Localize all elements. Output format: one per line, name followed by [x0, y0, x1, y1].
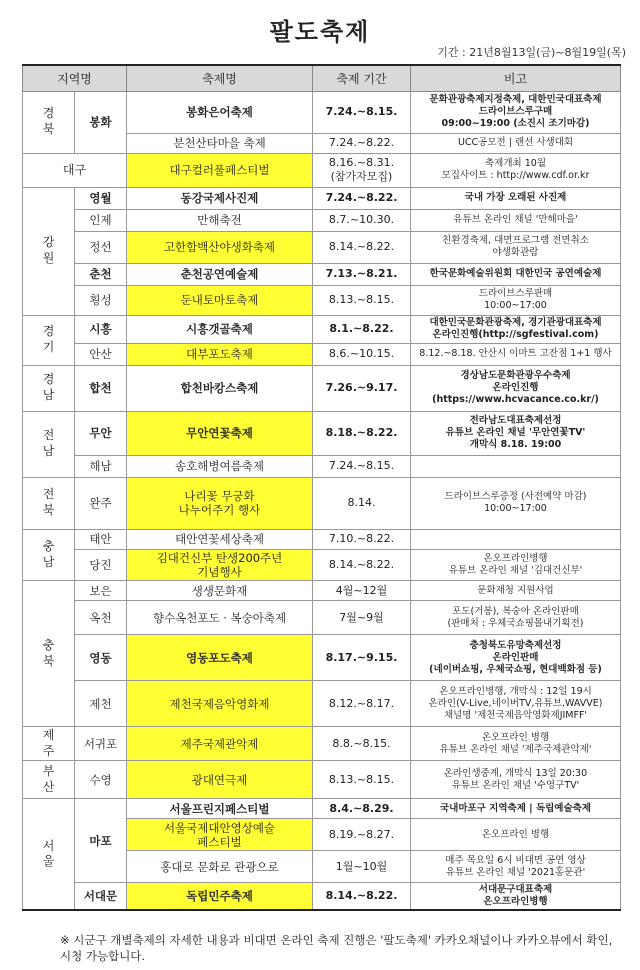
festival-name-cell: 봉화은어축제 — [127, 91, 313, 133]
festival-name-cell: 춘천공연예술제 — [127, 263, 313, 285]
festival-note-cell: 온오프라인 병행 유튜브 온라인 채널 '제주국제관악제' — [411, 727, 621, 761]
festival-date-cell: 7.24.~8.15. — [313, 91, 411, 133]
festival-note-cell: 온오프라인병행, 개막식 : 12일 19시 온라인(V-Live,네이버TV,유튜브,WAVVE) 채널명 '제천국제음악영화제JIMFF' — [411, 681, 621, 727]
festival-date-cell: 8.8.~8.15. — [313, 727, 411, 761]
region-cell: 서 울 — [23, 799, 75, 910]
festival-date-cell: 7월~9월 — [313, 601, 411, 635]
table-row — [23, 727, 621, 761]
festival-name-cell: 서울국제대안영상예술 페스티벌 — [127, 819, 313, 851]
city-cell: 보은 — [75, 581, 127, 601]
festival-date-cell: 8.17.~9.15. — [313, 635, 411, 681]
festival-name-cell: 광대연극제 — [127, 761, 313, 799]
region-cell: 전 남 — [23, 411, 75, 477]
city-cell: 영월 — [75, 187, 127, 209]
city-cell: 횡성 — [75, 285, 127, 315]
city-cell: 무안 — [75, 411, 127, 455]
region-cell: 대구 — [23, 153, 127, 187]
festival-name-cell: 생생문화재 — [127, 581, 313, 601]
festival-note-cell: 국내마포구 지역축제 | 독립예술축제 — [411, 799, 621, 819]
table-row — [23, 883, 621, 910]
festival-name-cell: 무안연꽃축제 — [127, 411, 313, 455]
festival-name-cell: 김대건신부 탄생200주년 기념행사 — [127, 549, 313, 581]
festival-name-cell: 제주국제관악제 — [127, 727, 313, 761]
festival-note-cell: 한국문화예술위원회 대한민국 공연예술제 — [411, 263, 621, 285]
city-cell: 옥천 — [75, 601, 127, 635]
festival-date-cell: 7.24.~8.15. — [313, 455, 411, 477]
header-date: 축제 기간 — [313, 65, 411, 91]
table-row — [23, 231, 621, 263]
city-cell: 안산 — [75, 343, 127, 365]
festival-date-cell: 1월~10월 — [313, 851, 411, 883]
city-cell: 춘천 — [75, 263, 127, 285]
festival-date-cell: 8.16.~8.31. (참가자모집) — [313, 153, 411, 187]
region-cell: 경 북 — [23, 91, 75, 153]
festival-note-cell: 충청북도유망축제선정 온라인판매 (네이버쇼핑, 우체국쇼핑, 현대백화점 등) — [411, 635, 621, 681]
festival-note-cell — [411, 529, 621, 549]
city-cell: 시흥 — [75, 315, 127, 343]
festival-date-cell: 7.10.~8.22. — [313, 529, 411, 549]
festival-date-cell: 8.13.~8.15. — [313, 285, 411, 315]
festival-note-cell: 서대문구대표축제 온오프라인병행 — [411, 883, 621, 910]
footer-note: ※ 시군구 개별축제의 자세한 내용과 비대면 온라인 축제 진행은 '팔도축제' 카카오채널이나 카카오뷰에서 확인, 시청 가능합니다. — [60, 933, 613, 964]
festival-date-cell: 8.1.~8.22. — [313, 315, 411, 343]
city-cell: 제천 — [75, 681, 127, 727]
festival-name-cell: 서울프린지페스티벌 — [127, 799, 313, 819]
festival-name-cell: 제천국제음악영화제 — [127, 681, 313, 727]
city-cell: 합천 — [75, 365, 127, 411]
page-title: 팔도축제 — [269, 18, 371, 46]
festival-note-cell: UCC공모전 | 랜선 사생대회 — [411, 133, 621, 153]
festival-note-cell: 축제개최 10월 모집사이트 : http://www.cdf.or.kr — [411, 153, 621, 187]
header-note: 비고 — [411, 65, 621, 91]
festival-name-cell: 향수옥천포도 · 복숭아축제 — [127, 601, 313, 635]
festival-date-cell: 8.14.~8.22. — [313, 883, 411, 910]
table-row — [23, 209, 621, 231]
festival-note-cell — [411, 455, 621, 477]
festival-name-cell: 홍대로 문화로 관광으로 — [127, 851, 313, 883]
header-region: 지역명 — [23, 65, 127, 91]
festival-name-cell: 송호해병여름축제 — [127, 455, 313, 477]
festival-name-cell: 대구컬러풀페스티벌 — [127, 153, 313, 187]
festival-note-cell: 전라남도대표축제선정 유튜브 온라인 채널 '무안연꽃TV' 개막식 8.18. 19:00 — [411, 411, 621, 455]
festival-date-cell: 7.24.~8.22. — [313, 133, 411, 153]
festival-note-cell: 온라인생중계, 개막식 13일 20:30 유튜브 온라인 채널 '수영구TV' — [411, 761, 621, 799]
table-row — [23, 635, 621, 681]
city-cell: 서귀포 — [75, 727, 127, 761]
festival-note-cell: 문화재청 지원사업 — [411, 581, 621, 601]
city-cell: 완주 — [75, 477, 127, 529]
festival-date-cell: 8.14.~8.22. — [313, 549, 411, 581]
region-cell: 부 산 — [23, 761, 75, 799]
festival-note-cell: 매주 목요일 6시 비대면 공연 영상 유튜브 온라인 채널 '2021홍문관' — [411, 851, 621, 883]
festival-name-cell: 영동포도축제 — [127, 635, 313, 681]
festival-note-cell: 문화관광축제지정축제, 대한민국대표축제 드라이브스루구매 09:00~19:00 (소진시 조기마감) — [411, 91, 621, 133]
table-row — [23, 411, 621, 455]
city-cell: 봉화 — [75, 91, 127, 153]
festival-note-cell: 국내 가장 오래된 사진제 — [411, 187, 621, 209]
festival-name-cell: 동강국제사진제 — [127, 187, 313, 209]
table-row — [23, 285, 621, 315]
region-cell: 충 남 — [23, 529, 75, 581]
festival-date-cell: 8.18.~8.22. — [313, 411, 411, 455]
festival-date-cell: 8.13.~8.15. — [313, 761, 411, 799]
table-row — [23, 601, 621, 635]
table-row — [23, 187, 621, 209]
festival-note-cell: 드라이브스루증정 (사전예약 마감) 10:00~17:00 — [411, 477, 621, 529]
festival-date-cell: 8.19.~8.27. — [313, 819, 411, 851]
table-row — [23, 153, 621, 187]
city-cell: 당진 — [75, 549, 127, 581]
city-cell: 해남 — [75, 455, 127, 477]
festival-date-cell: 7.24.~8.22. — [313, 187, 411, 209]
festival-name-cell: 태안연꽃세상축제 — [127, 529, 313, 549]
festival-date-cell: 8.6.~10.15. — [313, 343, 411, 365]
festival-name-cell: 합천바캉스축제 — [127, 365, 313, 411]
festival-name-cell: 둔내토마토축제 — [127, 285, 313, 315]
region-cell: 경 남 — [23, 365, 75, 411]
region-cell: 제 주 — [23, 727, 75, 761]
festival-date-cell: 7.26.~9.17. — [313, 365, 411, 411]
festival-date-cell: 7.13.~8.21. — [313, 263, 411, 285]
festival-table — [22, 64, 621, 911]
festival-note-cell: 대한민국문화관광축제, 경기관광대표축제 온라인진행(http://sgfestival.com) — [411, 315, 621, 343]
festival-date-cell: 8.14. — [313, 477, 411, 529]
city-cell: 정선 — [75, 231, 127, 263]
table-row — [23, 315, 621, 343]
table-row — [23, 365, 621, 411]
festival-note-cell: 온오프라인 병행 — [411, 819, 621, 851]
festival-name-cell: 고한함백산야생화축제 — [127, 231, 313, 263]
festival-date-cell: 4월~12월 — [313, 581, 411, 601]
table-row — [23, 549, 621, 581]
table-header-row — [23, 65, 621, 91]
table-row — [23, 91, 621, 133]
festival-date-cell: 8.12.~8.17. — [313, 681, 411, 727]
festival-note-cell: 경상남도문화관광우수축제 온라인진행 (https://www.hcvacance.co.kr/) — [411, 365, 621, 411]
festival-date-cell: 8.4.~8.29. — [313, 799, 411, 819]
table-row — [23, 455, 621, 477]
table-row — [23, 263, 621, 285]
festival-date-cell: 8.7.~10.30. — [313, 209, 411, 231]
table-row — [23, 581, 621, 601]
city-cell: 태안 — [75, 529, 127, 549]
festival-note-cell: 유튜브 온라인 채널 '만해마을' — [411, 209, 621, 231]
festival-period: 기간 : 21년8월13일(금)~8월19일(목) — [437, 46, 626, 59]
table-row — [23, 529, 621, 549]
festival-note-cell: 온오프라인병행 유튜브 온라인 채널 '김대건신부' — [411, 549, 621, 581]
region-cell: 강 원 — [23, 187, 75, 315]
festival-note-cell: 포도(거봉), 복숭아 온라인판매 (판매처 : 우체국쇼핑몰내기획전) — [411, 601, 621, 635]
table-row — [23, 343, 621, 365]
region-cell: 전 북 — [23, 477, 75, 529]
table-row — [23, 681, 621, 727]
table-row — [23, 477, 621, 529]
city-cell: 서대문 — [75, 883, 127, 910]
festival-note-cell: 8.12.~8.18. 안산시 이마트 고잔점 1+1 행사 — [411, 343, 621, 365]
festival-name-cell: 만해축전 — [127, 209, 313, 231]
festival-note-cell: 친환경축제, 대면프로그램 전면취소 야생화관람 — [411, 231, 621, 263]
festival-name-cell: 나리꽃 무궁화 나누어주기 행사 — [127, 477, 313, 529]
festival-name-cell: 독립민주축제 — [127, 883, 313, 910]
table-row — [23, 799, 621, 819]
festival-note-cell: 드라이브스루판매 10:00~17:00 — [411, 285, 621, 315]
festival-date-cell: 8.14.~8.22. — [313, 231, 411, 263]
festival-name-cell: 시흥갯골축제 — [127, 315, 313, 343]
table-row — [23, 761, 621, 799]
festival-name-cell: 분천산타마을 축제 — [127, 133, 313, 153]
region-cell: 충 북 — [23, 581, 75, 727]
festival-name-cell: 대부포도축제 — [127, 343, 313, 365]
city-cell: 마포 — [75, 799, 127, 883]
header-name: 축제명 — [127, 65, 313, 91]
city-cell: 영동 — [75, 635, 127, 681]
city-cell: 인제 — [75, 209, 127, 231]
region-cell: 경 기 — [23, 315, 75, 365]
city-cell: 수영 — [75, 761, 127, 799]
